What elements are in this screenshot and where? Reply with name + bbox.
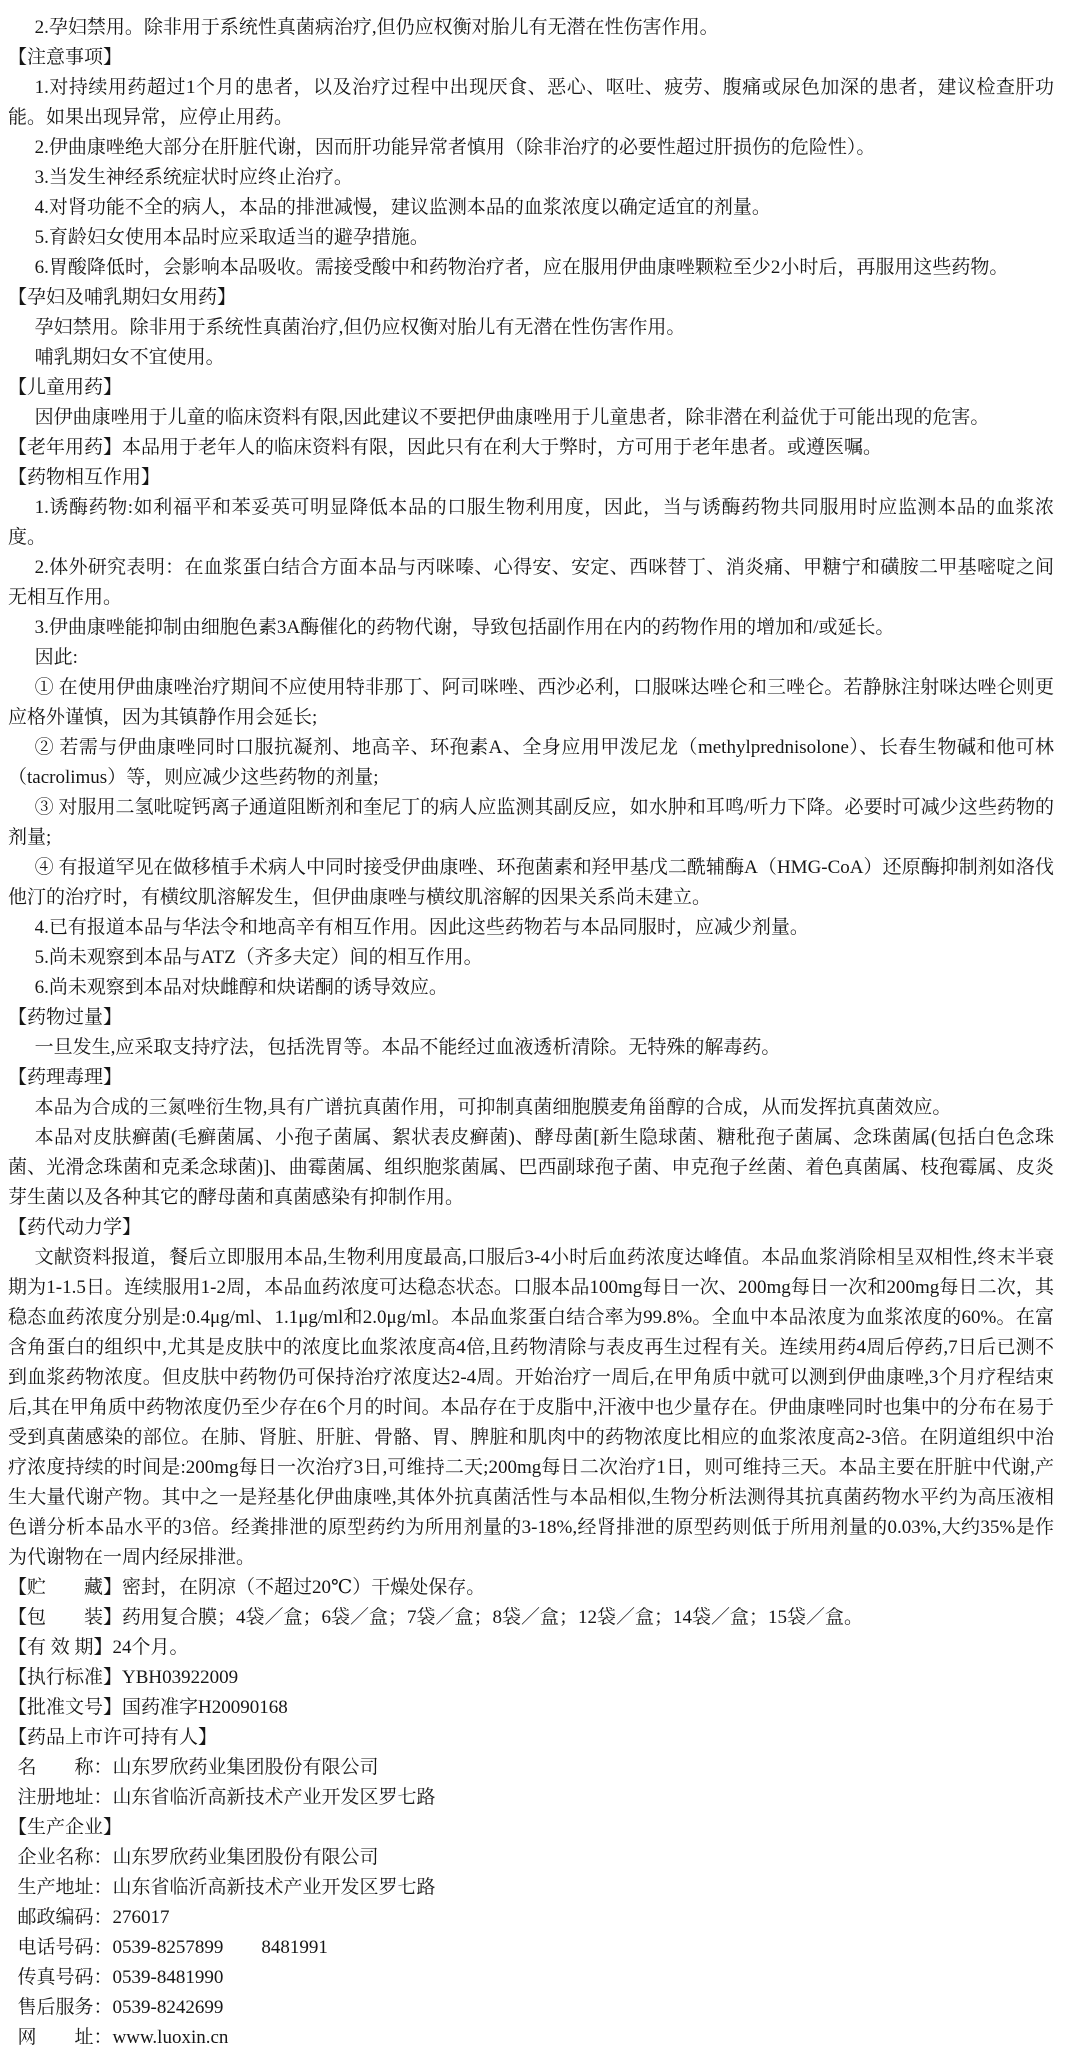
section-heading	[8, 433, 1054, 463]
section-heading	[8, 1693, 1054, 1723]
paragraph: 3.当发生神经系统症状时应终止治疗。	[34, 167, 353, 188]
paragraph: 4.对肾功能不全的病人，本品的排泄减慢，建议监测本品的血浆浓度以确定适宜的剂量。	[34, 197, 771, 218]
paragraph: 6.胃酸降低时，会影响本品吸收。需接受酸中和药物治疗者，应在服用伊曲康唑颗粒至少2小时后，再服用这些药物。	[34, 257, 1009, 278]
section-heading-label: 【药物过量】	[8, 1007, 123, 1028]
paragraph: 文献资料报道，餐后立即服用本品,生物利用度最高,口服后3-4小时后血药浓度达峰值。本品血浆消除相呈双相性,终末半衰期为1-1.5日。连续服用1-2周，本品血药浓度可达稳态状态。口服本品100mg每日一次、200mg每日一次和200mg每日二次，其稳态血药浓度分别是:0.4μg/ml、1.1μg/ml和2.0μg/ml。本品血浆蛋白结合率为99.8%。全血中本品浓度为血浆浓度的60%。在富含角蛋白的组织中,尤其是皮肤中的浓度比血浆浓度高4倍,且药物清除与表皮再生过程有关。连续用药4周后停药,7日后已测不到血浆药物浓度。但皮肤中药物仍可保持治疗浓度达2-4周。开始治疗一周后,在甲角质中就可以测到伊曲康唑,3个月疗程结束后,其在甲角质中药物浓度仍至少存在6个月的时间。本品存在于皮脂中,汗液中也少量存在。伊曲康唑同时也集中的分布在易于受到真菌感染的部位。在肺、肾脏、肝脏、骨骼、胃、脾脏和肌肉中的药物浓度比相应的血浆浓度高2-3倍。在阴道组织中治疗浓度持续的时间是:200mg每日一次治疗3日,可维持二天;200mg每日二次治疗1日，则可维持三天。本品主要在肝脏中代谢,产生大量代谢产物。其中之一是羟基化伊曲康唑,其体外抗真菌活性与本品相似,生物分析法测得其抗真菌药物水平约为高压液相色谱分析本品水平的3倍。经粪排泄的原型药约为所用剂量的3-18%,经肾排泄的原型药则低于所用剂量的0.03%,大约35%是作为代谢物在一周内经尿排泄。	[8, 1247, 1054, 1568]
section-heading	[8, 463, 1054, 493]
paragraph: 1.对持续用药超过1个月的患者，以及治疗过程中出现厌食、恶心、呕吐、疲劳、腹痛或尿色加深的患者，建议检查肝功能。如果出现异常，应停止用药。	[8, 77, 1054, 128]
paragraph: 孕妇禁用。除非用于系统性真菌治疗,但仍应权衡对胎儿有无潜在性伤害作用。	[34, 317, 686, 338]
section-heading	[8, 283, 1054, 313]
paragraph: ② 若需与伊曲康唑同时口服抗凝剂、地高辛、环孢素A、全身应用甲泼尼龙（methylprednisolone）、长春生物碱和他可林（tacrolimus）等，则应减少这些药物的剂量;	[8, 737, 1054, 788]
section-heading	[8, 1063, 1054, 1093]
contact-line: 网 址：www.luoxin.cn	[17, 2027, 229, 2048]
contact-line: 邮政编码：276017	[17, 1907, 170, 1928]
section-heading	[8, 373, 1054, 403]
paragraph: 5.尚未观察到本品与ATZ（齐多夫定）间的相互作用。	[34, 947, 483, 968]
paragraph: 因伊曲康唑用于儿童的临床资料有限,因此建议不要把伊曲康唑用于儿童患者，除非潜在利益优于可能出现的危害。	[34, 407, 990, 428]
section-heading	[8, 1573, 1054, 1603]
section-heading-label: 【批准文号】	[8, 1697, 123, 1718]
paragraph: ① 在使用伊曲康唑治疗期间不应使用特非那丁、阿司咪唑、西沙必利，口服咪达唑仑和三唑仑。若静脉注射咪达唑仑则更应格外谨慎，因为其镇静作用会延长;	[8, 677, 1054, 728]
section-heading-label: 【执行标准】	[8, 1667, 123, 1688]
contact-line: 企业名称：山东罗欣药业集团股份有限公司	[17, 1847, 379, 1868]
paragraph: 本品为合成的三氮唑衍生物,具有广谱抗真菌作用，可抑制真菌细胞膜麦角甾醇的合成，从而发挥抗真菌效应。	[34, 1097, 952, 1118]
document-body	[8, 13, 1054, 2053]
section-heading-label: 【贮 藏】	[8, 1577, 123, 1598]
section-heading-label: 【儿童用药】	[8, 377, 123, 398]
section-heading-label: 【药代动力学】	[8, 1217, 142, 1238]
section-heading	[8, 1213, 1054, 1243]
section-heading-inline-text: 国药准字H20090168	[122, 1697, 288, 1718]
contact-line: 传真号码：0539-8481990	[17, 1967, 224, 1988]
section-heading	[8, 1003, 1054, 1033]
contact-line: 电话号码：0539-8257899 8481991	[17, 1937, 328, 1958]
section-heading-label: 【老年用药】	[8, 437, 123, 458]
section-heading-label: 【药理毒理】	[8, 1067, 123, 1088]
section-heading	[8, 1723, 1054, 1753]
paragraph: 因此:	[34, 647, 78, 668]
section-heading	[8, 1603, 1054, 1633]
section-heading-label: 【药品上市许可持有人】	[8, 1727, 218, 1748]
paragraph: 本品对皮肤癣菌(毛癣菌属、小孢子菌属、絮状表皮癣菌)、酵母菌[新生隐球菌、糖秕孢子菌属、念珠菌属(包括白色念珠菌、光滑念珠菌和克柔念球菌)]、曲霉菌属、组织胞浆菌属、巴西副球孢子菌、申克孢子丝菌、着色真菌属、枝孢霉属、皮炎芽生菌以及各种其它的酵母菌和真菌感染有抑制作用。	[8, 1127, 1054, 1208]
section-heading-inline-text: 药用复合膜；4袋／盒；6袋／盒；7袋／盒；8袋／盒；12袋／盒；14袋／盒；15袋／盒。	[122, 1607, 864, 1628]
section-heading-label: 【孕妇及哺乳期妇女用药】	[8, 287, 237, 308]
paragraph: 2.孕妇禁用。除非用于系统性真菌病治疗,但仍应权衡对胎儿有无潜在性伤害作用。	[34, 17, 719, 38]
section-heading-inline-text: YBH03922009	[122, 1667, 239, 1688]
section-heading-inline-text: 密封，在阴凉（不超过20℃）干燥处保存。	[122, 1577, 486, 1598]
section-heading	[8, 1663, 1054, 1693]
paragraph: 2.伊曲康唑绝大部分在肝脏代谢，因而肝功能异常者慎用（除非治疗的必要性超过肝损伤的危险性）。	[34, 137, 876, 158]
section-heading	[8, 1633, 1054, 1663]
paragraph: 一旦发生,应采取支持疗法，包括洗胃等。本品不能经过血液透析清除。无特殊的解毒药。	[34, 1037, 781, 1058]
section-heading-label: 【包 装】	[8, 1607, 123, 1628]
paragraph: ③ 对服用二氢吡啶钙离子通道阻断剂和奎尼丁的病人应监测其副反应，如水肿和耳鸣/听力下降。必要时可减少这些药物的剂量;	[8, 797, 1054, 848]
paragraph: ④ 有报道罕见在做移植手术病人中同时接受伊曲康唑、环孢菌素和羟甲基戊二酰辅酶A（HMG-CoA）还原酶抑制剂如洛伐他汀的治疗时，有横纹肌溶解发生，但伊曲康唑与横纹肌溶解的因果关系尚未建立。	[8, 857, 1054, 908]
contact-line: 生产地址：山东省临沂高新技术产业开发区罗七路	[17, 1877, 436, 1898]
section-heading	[8, 43, 1054, 73]
section-heading-label: 【有 效 期】	[8, 1637, 113, 1658]
paragraph: 1.诱酶药物:如利福平和苯妥英可明显降低本品的口服生物利用度，因此，当与诱酶药物共同服用时应监测本品的血浆浓度。	[8, 497, 1054, 548]
contact-line: 售后服务：0539-8242699	[17, 1997, 224, 2018]
contact-line: 名 称：山东罗欣药业集团股份有限公司	[17, 1757, 379, 1778]
section-heading-inline-text: 本品用于老年人的临床资料有限，因此只有在利大于弊时，方可用于老年患者。或遵医嘱。	[122, 437, 883, 458]
section-heading-label: 【生产企业】	[8, 1817, 123, 1838]
paragraph: 哺乳期妇女不宜使用。	[34, 347, 225, 368]
paragraph: 2.体外研究表明：在血浆蛋白结合方面本品与丙咪嗪、心得安、安定、西咪替丁、消炎痛、甲糖宁和磺胺二甲基嘧啶之间无相互作用。	[8, 557, 1054, 608]
paragraph: 6.尚未观察到本品对炔雌醇和炔诺酮的诱导效应。	[34, 977, 448, 998]
section-heading-label: 【药物相互作用】	[8, 467, 161, 488]
paragraph: 5.育龄妇女使用本品时应采取适当的避孕措施。	[34, 227, 429, 248]
paragraph: 4.已有报道本品与华法令和地高辛有相互作用。因此这些药物若与本品同服时，应减少剂量。	[34, 917, 809, 938]
section-heading-inline-text: 24个月。	[112, 1637, 189, 1658]
section-heading-label: 【注意事项】	[8, 47, 123, 68]
paragraph: 3.伊曲康唑能抑制由细胞色素3A酶催化的药物代谢，导致包括副作用在内的药物作用的增加和/或延长。	[34, 617, 895, 638]
section-heading	[8, 1813, 1054, 1843]
contact-line: 注册地址：山东省临沂高新技术产业开发区罗七路	[17, 1787, 436, 1808]
